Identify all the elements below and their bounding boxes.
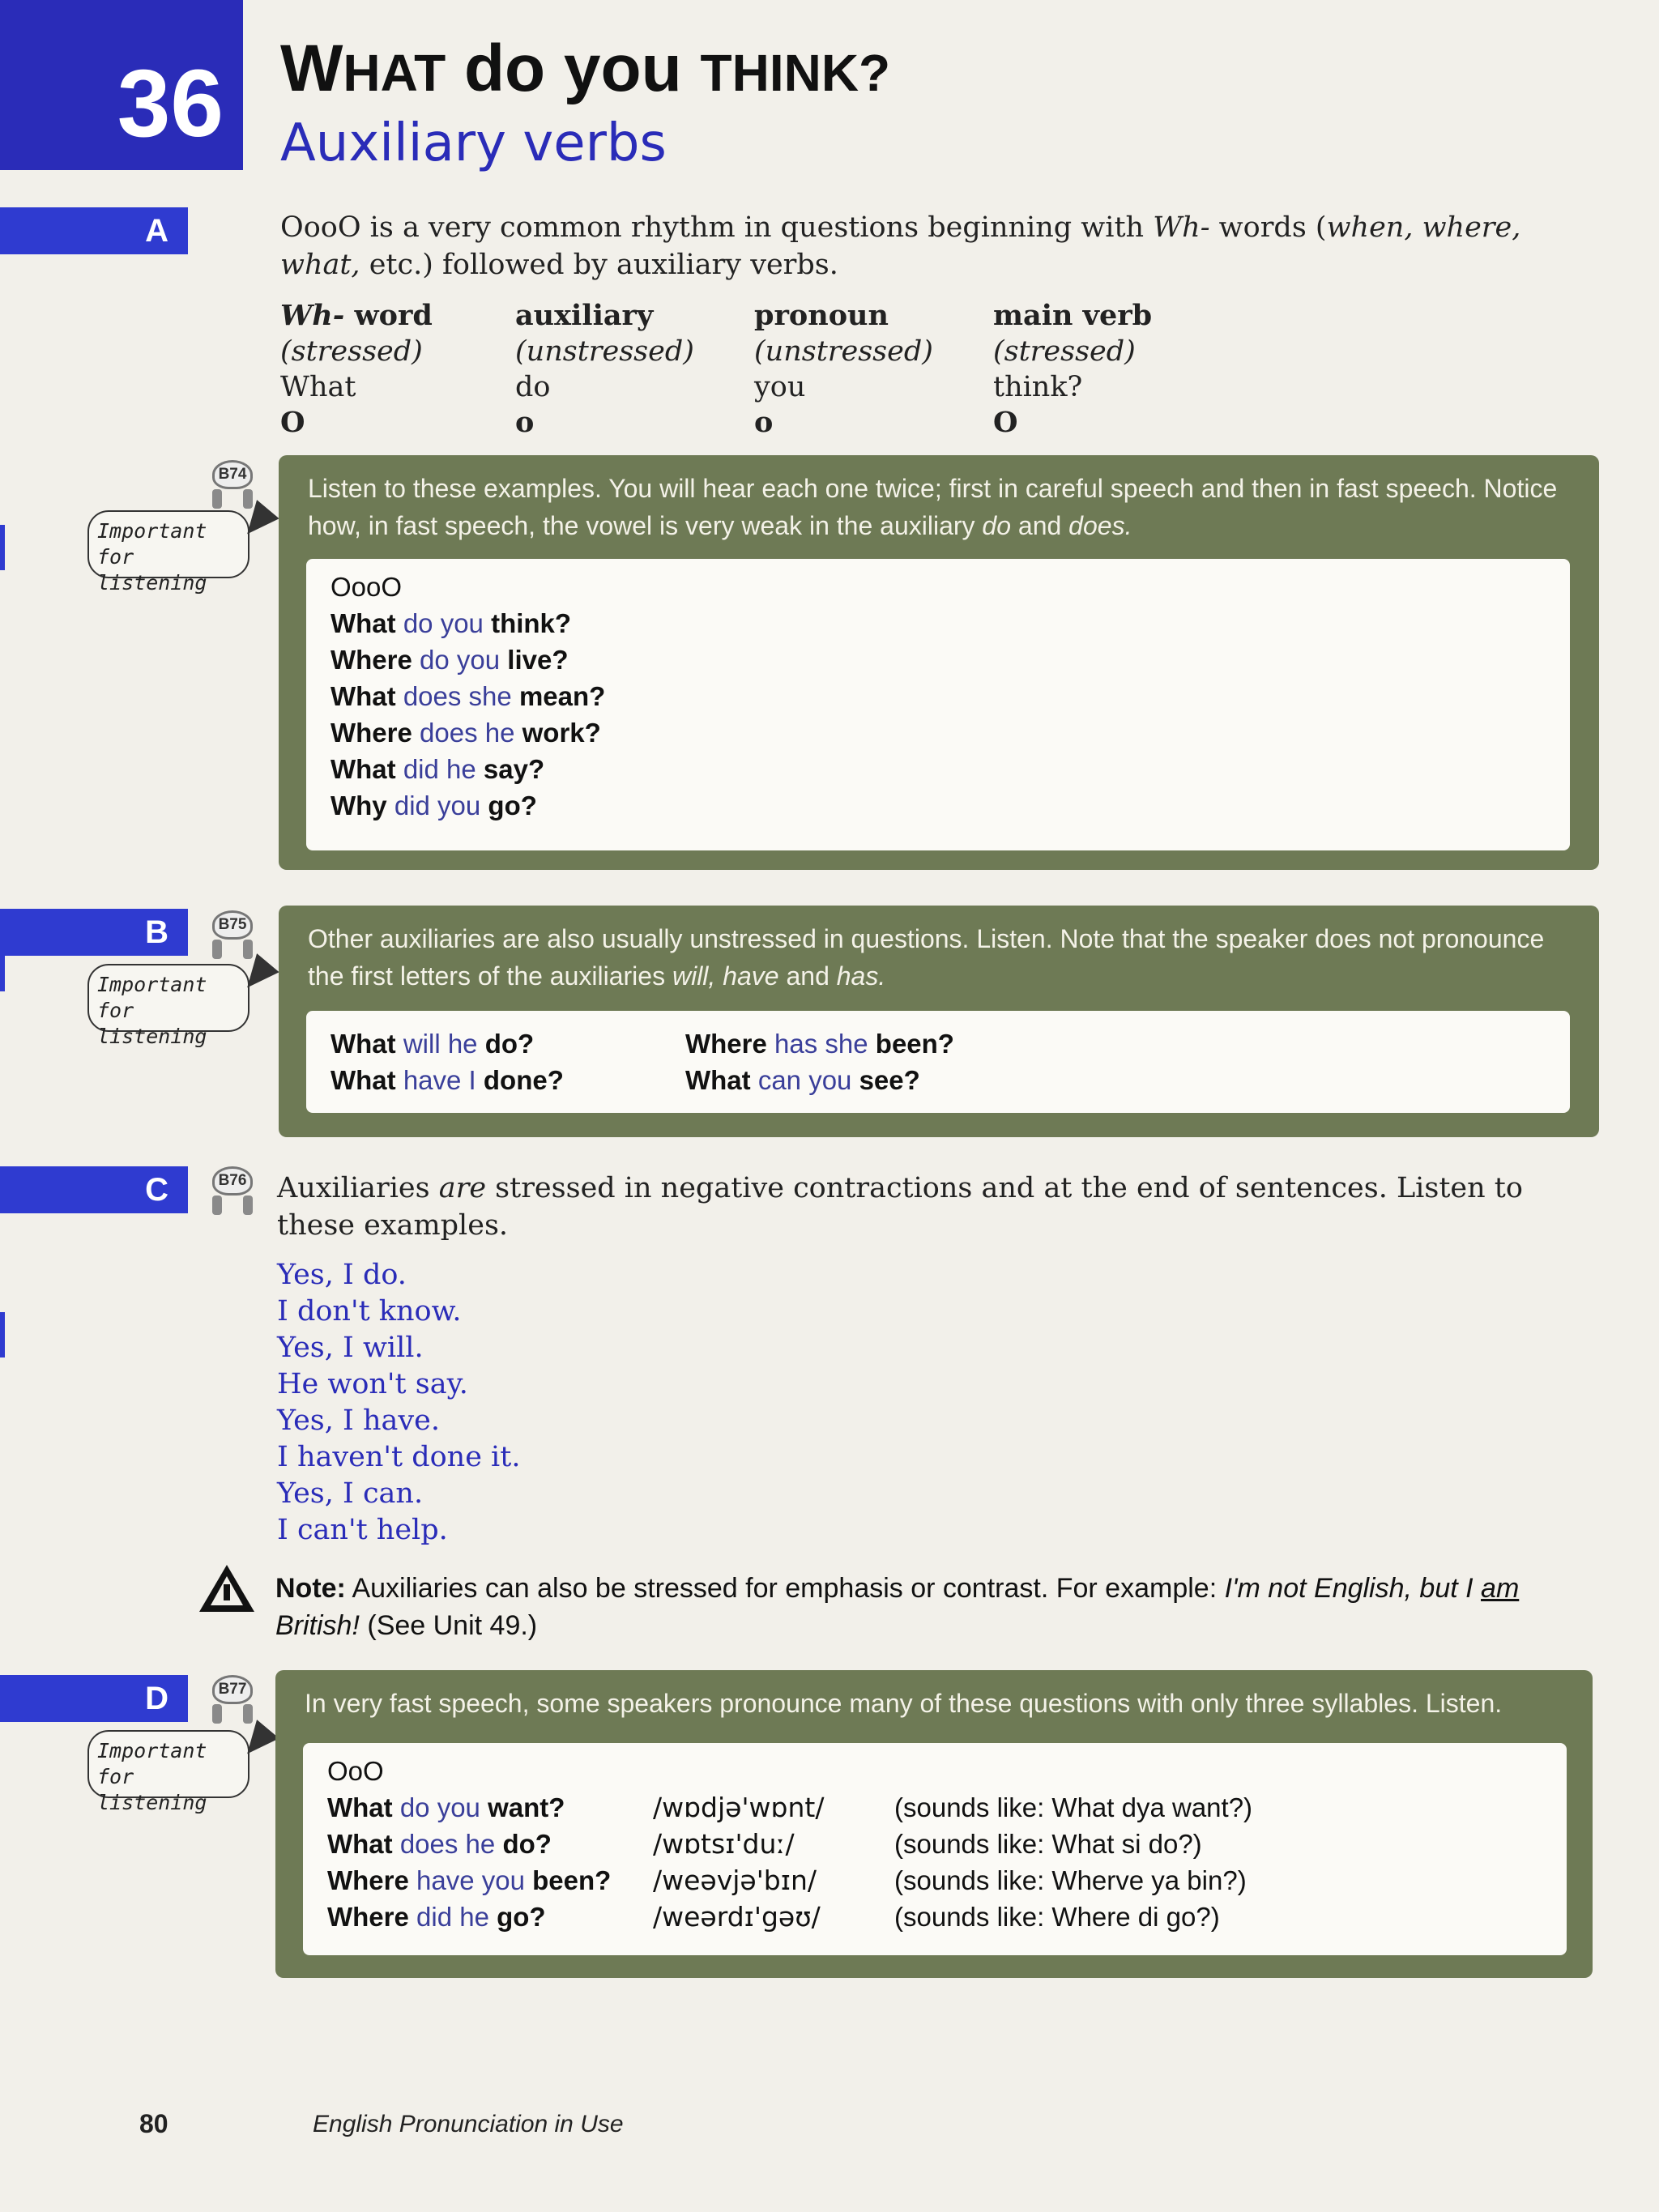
ipa-transcription: /weərdɪ'gəʊ/ [653,1901,821,1933]
page-subtitle: Auxiliary verbs [280,113,667,173]
audio-track-b75[interactable] [207,910,258,967]
panel-d-instructions: In very fast speech, some speakers pronounce many of these questions with only three syllables. Listen. [305,1689,1503,1718]
list-item: I haven't done it. [277,1441,521,1473]
page-number: 80 [139,2109,168,2138]
list-item: Yes, I can. [277,1477,424,1510]
section-c-are: are [438,1172,487,1204]
list-item: I can't help. [277,1514,448,1546]
important-bubble-b [87,964,249,1048]
examples-right-column [685,1025,954,1098]
unit-number: 36 [0,0,243,170]
headphones-icon [212,489,253,510]
table-cell: (unstressed) [515,335,694,368]
rhythm-pattern: OoO [327,1756,384,1786]
panel-a-text: Listen to these examples. You will hear each one twice; first in careful speech and then in fast speech. Notice how, in fast speech, the vowel is very weak in the auxiliary [308,474,1558,540]
list-item: Yes, I do. [277,1259,407,1291]
panel-a-do: do [982,511,1011,540]
table-header: auxiliary [515,299,654,332]
section-label-a: A [0,207,188,254]
list-item: Yes, I will. [277,1332,424,1364]
panel-a-does: does. [1068,511,1132,540]
example-line: Where has she been? [685,1029,954,1059]
margin-mark [0,946,5,991]
intro-wh: Wh- [1153,211,1210,244]
note-am: am [1481,1573,1520,1604]
important-line-1: Important [97,973,207,996]
table-cell: think? [993,371,1083,403]
section-c-intro [277,1170,1589,1244]
sounds-like-text: (sounds like: What si do?) [894,1829,1202,1859]
note-part-2: (See Unit 49.) [359,1610,538,1641]
panel-d [275,1670,1593,1978]
examples-left-column [331,1025,564,1098]
sounds-like-text: (sounds like: Where di go?) [894,1902,1220,1932]
example-line: Where does he work? [331,718,601,748]
list-item: He won't say. [277,1368,468,1400]
example-line: What did he say? [331,754,545,784]
example-line: What will he do? [331,1029,535,1059]
panel-a-instructions [308,470,1580,544]
audio-track-label: B74 [218,466,247,483]
headphones-icon [212,1196,253,1217]
section-c-examples [277,1257,520,1549]
note-label: Note: [275,1573,346,1604]
table-header: main verb [993,299,1153,332]
example-line: What can you see? [685,1065,920,1095]
panel-a-and: and [1011,511,1069,540]
table-cell: (unstressed) [754,335,933,368]
example-line: Where do you live? [331,645,569,675]
panel-d-examples [303,1743,1567,1955]
intro-examples: when, where, what, [280,211,1521,281]
note-text [275,1570,1588,1644]
list-item: I don't know. [277,1295,462,1328]
note-part-1: Auxiliaries can also be stressed for emphasis or contrast. For example: [345,1573,1225,1604]
table-header [280,298,515,334]
important-line-1: Important [97,519,207,543]
example-line: Why did you go? [331,791,537,820]
table-cell: What [280,371,356,403]
example-line: What do you think? [331,608,572,638]
example-line: What have I done? [331,1065,564,1095]
example-line: Where did he go? [327,1902,546,1932]
table-cell: O [280,406,305,439]
table-header-word: word [354,299,433,332]
panel-a [279,455,1599,870]
cd-icon [212,1675,253,1704]
cd-icon [212,1166,253,1196]
table-words-row [280,369,1152,405]
margin-mark [0,1312,5,1357]
example-line: What does she mean? [331,681,606,711]
intro-part-1: OooO is a very common rhythm in questions beginning with [280,211,1154,244]
cd-icon [212,910,253,940]
panel-b-examples [306,1011,1570,1113]
panel-b-and: and [778,961,837,991]
example-line: Where have you been? [327,1865,612,1895]
title-w: W [280,32,343,105]
panel-b-text: Other auxiliaries are also usually unstressed in questions. Listen. Note that the speaker does not pronounce the first letters of the auxiliaries [308,924,1545,991]
ipa-transcription: /wɒtsɪ'duː/ [653,1828,795,1860]
panel-b-has: has. [836,961,886,991]
table-stress-row [280,334,1152,369]
sounds-like-column [894,1789,1252,1935]
audio-track-b76[interactable] [207,1166,258,1223]
panel-b-instructions [308,920,1580,995]
example-line: What do you want? [327,1792,565,1822]
page-title [280,31,890,107]
table-cell: o [515,406,535,439]
rhythm-pattern: OooO [331,572,403,602]
example-line: What does he do? [327,1829,552,1859]
table-cell: do [515,371,551,403]
important-line-2: for listening [97,1765,207,1814]
margin-mark [0,525,5,570]
section-a-intro [280,209,1576,283]
section-label-b: B [0,909,188,956]
title-do-you: do you [446,32,701,105]
cd-icon [212,460,253,489]
intro-part-2: words ( [1209,211,1327,244]
section-c-text-2: stressed in negative contractions and at the end of sentences. Listen to these examples. [277,1172,1523,1242]
table-header-wh: Wh- [280,299,345,332]
table-cell: you [754,371,806,403]
important-bubble-d [87,1730,249,1814]
important-line-1: Important [97,1739,207,1762]
title-think: THINK? [700,44,891,102]
ipa-transcription: /weəvjə'bɪn/ [653,1865,817,1896]
audio-track-b77[interactable] [207,1675,258,1732]
table-cell: (stressed) [993,335,1136,368]
list-item: Yes, I have. [277,1404,440,1437]
table-header: pronoun [754,299,889,332]
sounds-like-text: (sounds like: What dya want?) [894,1792,1253,1822]
table-marks-row [280,405,1152,441]
important-line-2: for listening [97,999,207,1048]
ipa-column [653,1789,824,1935]
important-bubble-a [87,510,249,595]
intro-part-3: etc.) followed by auxiliary verbs. [360,249,838,281]
book-title: English Pronunciation in Use [313,2111,624,2137]
panel-b-aux: will, have [672,961,779,991]
section-label-d: D [0,1675,188,1722]
section-label-c: C [0,1166,188,1213]
warning-icon [199,1565,254,1612]
table-cell: (stressed) [280,335,423,368]
section-c-text-1: Auxiliaries [277,1172,439,1204]
rhythm-table [280,298,1152,441]
audio-track-label: B76 [218,1172,247,1189]
title-hat: HAT [343,44,446,102]
note-british: British! [275,1610,360,1641]
headphones-icon [212,940,253,961]
question-column [327,1789,611,1935]
panel-a-examples [306,559,1570,850]
important-line-2: for listening [97,545,207,595]
panel-b [279,906,1599,1137]
table-cell: o [754,406,774,439]
note-example: I'm not English, but I [1224,1573,1482,1604]
table-header-row [280,298,1152,334]
headphones-icon [212,1704,253,1725]
audio-track-label: B77 [218,1681,247,1698]
audio-track-label: B75 [218,916,247,933]
ipa-transcription: /wɒdjə'wɒnt/ [653,1792,825,1823]
sounds-like-text: (sounds like: Wherve ya bin?) [894,1865,1247,1895]
table-cell: O [993,406,1018,439]
